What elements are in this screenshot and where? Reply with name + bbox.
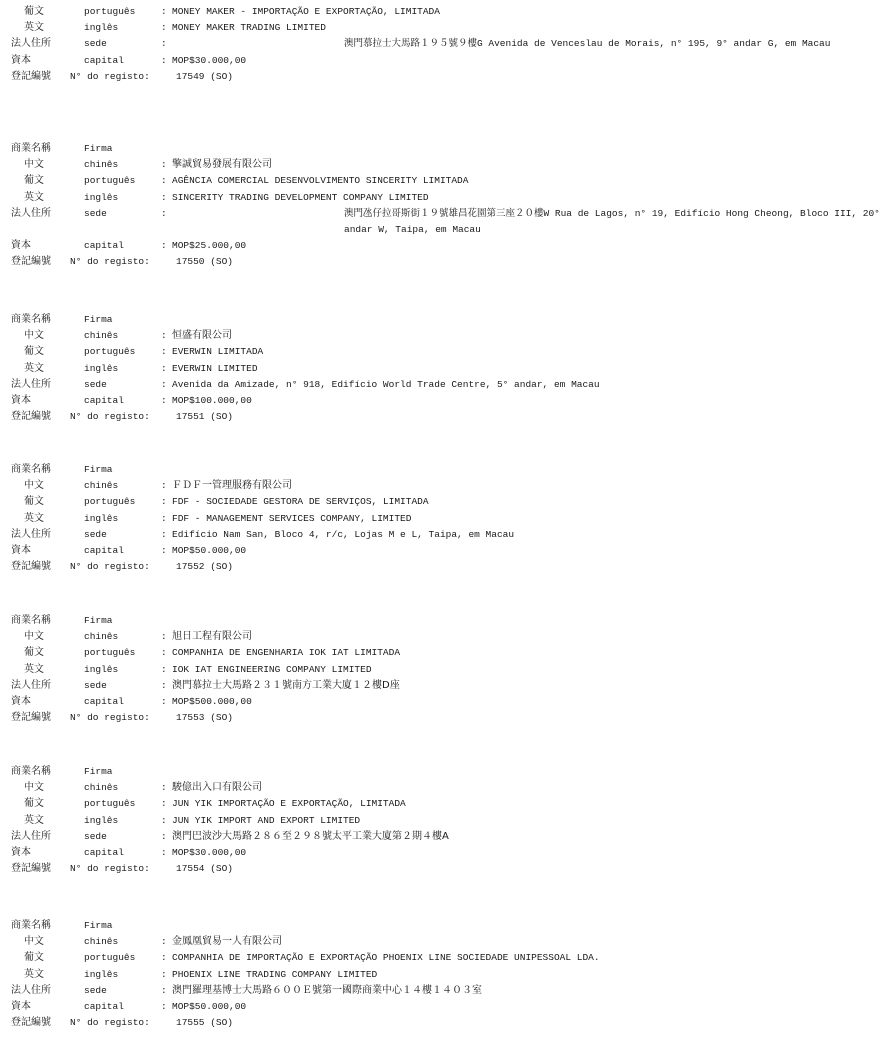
english-label-pt: inglês bbox=[84, 968, 119, 980]
english-label-zh: 英文 bbox=[24, 512, 44, 524]
capital-label-pt: capital bbox=[84, 544, 124, 556]
capital-label-pt: capital bbox=[84, 1000, 124, 1012]
portuguese-name: EVERWIN LIMITADA bbox=[172, 346, 264, 358]
chinese-name: 金鳳凰貿易一人有限公司 bbox=[172, 936, 282, 948]
registo-label-zh: 登記編號 bbox=[11, 561, 51, 573]
chinese-label-zh: 中文 bbox=[24, 631, 44, 643]
colon: : bbox=[161, 6, 167, 17]
registry-entry bbox=[0, 141, 880, 271]
registo-number: 17549 (SO) bbox=[176, 70, 234, 82]
seat-label-pt: sede bbox=[84, 38, 107, 50]
firma-label-zh: 商業名稱 bbox=[11, 464, 51, 475]
english-label-zh: 英文 bbox=[24, 968, 44, 980]
capital-label-zh: 資本 bbox=[11, 54, 31, 66]
portuguese-label-pt: português bbox=[84, 647, 136, 659]
portuguese-row bbox=[0, 796, 726, 812]
chinese-label-zh: 中文 bbox=[24, 480, 44, 492]
portuguese-row bbox=[0, 173, 726, 189]
registry-entry bbox=[0, 764, 726, 877]
english-label-zh: 英文 bbox=[24, 663, 44, 675]
chinese-row bbox=[0, 328, 726, 344]
registo-number: 17554 (SO) bbox=[176, 863, 234, 875]
english-label-pt: inglês bbox=[84, 814, 119, 826]
firma-label-pt: Firma bbox=[84, 766, 113, 777]
colon: : bbox=[161, 782, 167, 794]
colon: : bbox=[161, 378, 167, 390]
registry-entry bbox=[0, 918, 726, 1031]
chinese-name: 恒盛有限公司 bbox=[172, 330, 232, 342]
chinese-row bbox=[0, 629, 726, 645]
seat-row bbox=[0, 377, 726, 393]
chinese-name: 駿億出入口有限公司 bbox=[172, 782, 262, 794]
colon: : bbox=[161, 814, 167, 826]
english-row bbox=[0, 662, 726, 678]
seat-address: 澳門慕拉士大馬路１９５號９樓G Avenida de Venceslau de Morais, n° 195, 9° andar G, em Macau bbox=[344, 38, 831, 50]
portuguese-label-pt: português bbox=[84, 346, 136, 358]
capital-row bbox=[0, 393, 726, 409]
english-label-zh: 英文 bbox=[24, 814, 44, 826]
portuguese-name: JUN YIK IMPORTAÇÃO E EXPORTAÇÃO, LIMITADA bbox=[172, 798, 406, 810]
portuguese-label-zh: 葡文 bbox=[24, 496, 44, 508]
registo-row bbox=[0, 69, 726, 85]
firma-row bbox=[0, 918, 726, 934]
capital-label-zh: 資本 bbox=[11, 1000, 31, 1012]
colon: : bbox=[161, 54, 167, 66]
capital-label-pt: capital bbox=[84, 394, 124, 406]
registo-number: 17552 (SO) bbox=[176, 561, 234, 573]
colon: : bbox=[161, 240, 167, 252]
english-label-zh: 英文 bbox=[24, 22, 44, 34]
registry-entry bbox=[0, 4, 831, 85]
english-label-pt: inglês bbox=[84, 362, 119, 374]
capital-label-zh: 資本 bbox=[11, 846, 31, 858]
seat-label-pt: sede bbox=[84, 984, 107, 996]
capital-label-zh: 資本 bbox=[11, 394, 31, 406]
seat-row bbox=[0, 829, 726, 845]
registo-label-pt: N° do registo: bbox=[70, 256, 150, 268]
firma-label-pt: Firma bbox=[84, 920, 113, 931]
english-name: JUN YIK IMPORT AND EXPORT LIMITED bbox=[172, 814, 361, 826]
colon: : bbox=[161, 544, 167, 556]
capital-amount: MOP$500.000,00 bbox=[172, 695, 252, 707]
english-row bbox=[0, 361, 726, 377]
portuguese-name: AGÊNCIA COMERCIAL DESENVOLVIMENTO SINCERITY LIMITADA bbox=[172, 175, 469, 187]
capital-amount: MOP$50.000,00 bbox=[172, 1000, 247, 1012]
english-name: MONEY MAKER TRADING LIMITED bbox=[172, 22, 326, 34]
chinese-label-pt: chinês bbox=[84, 936, 119, 948]
colon: : bbox=[161, 528, 167, 540]
english-label-pt: inglês bbox=[84, 663, 119, 675]
portuguese-label-pt: português bbox=[84, 496, 136, 508]
firma-label-zh: 商業名稱 bbox=[11, 615, 51, 626]
portuguese-label-pt: português bbox=[84, 952, 136, 964]
seat-label-pt: sede bbox=[84, 207, 107, 219]
colon: : bbox=[161, 1000, 167, 1012]
portuguese-label-zh: 葡文 bbox=[24, 798, 44, 810]
english-name: PHOENIX LINE TRADING COMPANY LIMITED bbox=[172, 968, 378, 980]
capital-label-pt: capital bbox=[84, 846, 124, 858]
english-name: SINCERITY TRADING DEVELOPMENT COMPANY LIMITED bbox=[172, 191, 429, 203]
seat-label-zh: 法人住所 bbox=[11, 830, 51, 842]
registo-label-zh: 登記編號 bbox=[11, 411, 51, 423]
registo-label-pt: N° do registo: bbox=[70, 411, 150, 423]
colon: : bbox=[161, 984, 167, 996]
seat-row bbox=[0, 983, 726, 999]
portuguese-row bbox=[0, 645, 726, 661]
chinese-label-zh: 中文 bbox=[24, 330, 44, 342]
capital-label-zh: 資本 bbox=[11, 240, 31, 252]
english-label-pt: inglês bbox=[84, 191, 119, 203]
seat-address: Avenida da Amizade, n° 918, Edifício World Trade Centre, 5° andar, em Macau bbox=[172, 378, 600, 390]
firma-label-zh: 商業名稱 bbox=[11, 314, 51, 325]
portuguese-row bbox=[0, 344, 726, 360]
portuguese-row bbox=[0, 4, 726, 20]
portuguese-name: MONEY MAKER - IMPORTAÇÃO E EXPORTAÇÃO, LIMITADA bbox=[172, 6, 440, 17]
portuguese-name: COMPANHIA DE ENGENHARIA IOK IAT LIMITADA bbox=[172, 647, 401, 659]
colon: : bbox=[161, 952, 167, 964]
registo-label-zh: 登記編號 bbox=[11, 863, 51, 875]
english-label-pt: inglês bbox=[84, 512, 119, 524]
chinese-row bbox=[0, 780, 726, 796]
chinese-label-zh: 中文 bbox=[24, 159, 44, 171]
english-label-zh: 英文 bbox=[24, 191, 44, 203]
chinese-row bbox=[0, 157, 726, 173]
chinese-name: 擎誠貿易發展有限公司 bbox=[172, 159, 272, 171]
registo-row bbox=[0, 861, 726, 877]
colon: : bbox=[161, 362, 167, 374]
chinese-label-zh: 中文 bbox=[24, 782, 44, 794]
registo-label-pt: N° do registo: bbox=[70, 1017, 150, 1029]
colon: : bbox=[161, 830, 167, 842]
english-label-pt: inglês bbox=[84, 22, 119, 34]
firma-label-pt: Firma bbox=[84, 464, 113, 475]
registo-label-pt: N° do registo: bbox=[70, 863, 150, 875]
portuguese-row bbox=[0, 494, 726, 510]
portuguese-name: COMPANHIA DE IMPORTAÇÃO E EXPORTAÇÃO PHOENIX LINE SOCIEDADE UNIPESSOAL LDA. bbox=[172, 952, 600, 964]
firma-label-zh: 商業名稱 bbox=[11, 766, 51, 777]
colon: : bbox=[161, 798, 167, 810]
portuguese-label-pt: português bbox=[84, 175, 136, 187]
seat-label-pt: sede bbox=[84, 679, 107, 691]
english-name: IOK IAT ENGINEERING COMPANY LIMITED bbox=[172, 663, 372, 675]
capital-amount: MOP$25.000,00 bbox=[172, 240, 247, 252]
registo-number: 17550 (SO) bbox=[176, 256, 234, 268]
seat-address: 澳門羅理基博士大馬路６００Ｅ號第一國際商業中心１４樓１４０３室 bbox=[172, 984, 482, 996]
colon: : bbox=[161, 936, 167, 948]
registry-entry bbox=[0, 312, 726, 425]
english-name: EVERWIN LIMITED bbox=[172, 362, 258, 374]
seat-label-zh: 法人住所 bbox=[11, 528, 51, 540]
portuguese-label-zh: 葡文 bbox=[24, 952, 44, 964]
capital-row bbox=[0, 694, 726, 710]
firma-row bbox=[0, 141, 726, 157]
registo-row bbox=[0, 710, 726, 726]
capital-amount: MOP$30.000,00 bbox=[172, 846, 247, 858]
chinese-name: 旭日工程有限公司 bbox=[172, 631, 252, 643]
colon: : bbox=[161, 38, 167, 50]
seat-row bbox=[0, 527, 726, 543]
registo-label-zh: 登記編號 bbox=[11, 70, 51, 82]
seat-label-zh: 法人住所 bbox=[11, 378, 51, 390]
english-row bbox=[0, 511, 726, 527]
seat-label-zh: 法人住所 bbox=[11, 679, 51, 691]
chinese-name: ＦＤＦ一管理服務有限公司 bbox=[172, 480, 292, 492]
chinese-row bbox=[0, 934, 726, 950]
registo-row bbox=[0, 409, 726, 425]
portuguese-label-pt: português bbox=[84, 6, 136, 17]
seat-label-pt: sede bbox=[84, 830, 107, 842]
capital-label-pt: capital bbox=[84, 695, 124, 707]
colon: : bbox=[161, 663, 167, 675]
colon: : bbox=[161, 496, 167, 508]
seat-label-zh: 法人住所 bbox=[11, 38, 51, 50]
portuguese-label-zh: 葡文 bbox=[24, 647, 44, 659]
english-row bbox=[0, 20, 726, 36]
registo-label-pt: N° do registo: bbox=[70, 712, 150, 724]
colon: : bbox=[161, 480, 167, 492]
portuguese-name: FDF - SOCIEDADE GESTORA DE SERVIÇOS, LIMITADA bbox=[172, 496, 429, 508]
capital-row bbox=[0, 845, 726, 861]
seat-row bbox=[0, 206, 880, 238]
colon: : bbox=[161, 631, 167, 643]
capital-label-pt: capital bbox=[84, 54, 124, 66]
portuguese-row bbox=[0, 950, 726, 966]
firma-row bbox=[0, 613, 726, 629]
english-label-zh: 英文 bbox=[24, 362, 44, 374]
colon: : bbox=[161, 159, 167, 171]
colon: : bbox=[161, 647, 167, 659]
firma-label-zh: 商業名稱 bbox=[11, 920, 51, 931]
capital-row bbox=[0, 238, 726, 254]
capital-amount: MOP$50.000,00 bbox=[172, 544, 247, 556]
firma-row bbox=[0, 462, 726, 478]
registo-label-zh: 登記編號 bbox=[11, 1017, 51, 1029]
seat-address: 澳門巴波沙大馬路２８６至２９８號太平工業大廈第２期４樓A bbox=[172, 830, 449, 842]
firma-label-pt: Firma bbox=[84, 143, 113, 154]
capital-amount: MOP$30.000,00 bbox=[172, 54, 247, 66]
colon: : bbox=[161, 191, 167, 203]
firma-label-zh: 商業名稱 bbox=[11, 143, 51, 154]
registo-number: 17551 (SO) bbox=[176, 411, 234, 423]
capital-row bbox=[0, 999, 726, 1015]
colon: : bbox=[161, 22, 167, 34]
seat-row bbox=[0, 678, 726, 694]
firma-row bbox=[0, 312, 726, 328]
colon: : bbox=[161, 346, 167, 358]
capital-amount: MOP$100.000,00 bbox=[172, 394, 252, 406]
capital-label-pt: capital bbox=[84, 240, 124, 252]
chinese-label-zh: 中文 bbox=[24, 936, 44, 948]
chinese-label-pt: chinês bbox=[84, 480, 119, 492]
registo-row bbox=[0, 1015, 726, 1031]
english-name: FDF - MANAGEMENT SERVICES COMPANY, LIMITED bbox=[172, 512, 412, 524]
english-row bbox=[0, 967, 726, 983]
colon: : bbox=[161, 394, 167, 406]
firma-label-pt: Firma bbox=[84, 314, 113, 325]
seat-label-pt: sede bbox=[84, 528, 107, 540]
registo-number: 17555 (SO) bbox=[176, 1017, 234, 1029]
firma-label-pt: Firma bbox=[84, 615, 113, 626]
registo-label-pt: N° do registo: bbox=[70, 70, 150, 82]
registo-number: 17553 (SO) bbox=[176, 712, 234, 724]
colon: : bbox=[161, 968, 167, 980]
chinese-label-pt: chinês bbox=[84, 159, 119, 171]
colon: : bbox=[161, 175, 167, 187]
registry-entry bbox=[0, 613, 726, 726]
seat-address: 澳門慕拉士大馬路２３１號南方工業大廈１２樓D座 bbox=[172, 679, 400, 691]
capital-label-zh: 資本 bbox=[11, 695, 31, 707]
seat-label-pt: sede bbox=[84, 378, 107, 390]
capital-row bbox=[0, 543, 726, 559]
seat-address: Edifício Nam San, Bloco 4, r/c, Lojas M e L, Taipa, em Macau bbox=[172, 528, 515, 540]
chinese-label-pt: chinês bbox=[84, 631, 119, 643]
seat-address: 澳門氹仔拉哥斯街１９號雄昌花園第三座２０樓W Rua de Lagos, n° 19, Edifício Hong Cheong, Bloco III, 20° andar W, Taipa, em Macau bbox=[344, 207, 880, 235]
registo-label-pt: N° do registo: bbox=[70, 561, 150, 573]
english-row bbox=[0, 813, 726, 829]
portuguese-label-zh: 葡文 bbox=[24, 346, 44, 358]
colon: : bbox=[161, 207, 167, 219]
registo-row bbox=[0, 559, 726, 575]
english-row bbox=[0, 190, 726, 206]
colon: : bbox=[161, 695, 167, 707]
firma-row bbox=[0, 764, 726, 780]
seat-label-zh: 法人住所 bbox=[11, 984, 51, 996]
chinese-label-pt: chinês bbox=[84, 330, 119, 342]
registo-label-zh: 登記編號 bbox=[11, 712, 51, 724]
chinese-row bbox=[0, 478, 726, 494]
capital-row bbox=[0, 53, 726, 69]
portuguese-label-zh: 葡文 bbox=[24, 6, 44, 17]
colon: : bbox=[161, 330, 167, 342]
capital-label-zh: 資本 bbox=[11, 544, 31, 556]
seat-row bbox=[0, 36, 831, 52]
colon: : bbox=[161, 846, 167, 858]
colon: : bbox=[161, 512, 167, 524]
chinese-label-pt: chinês bbox=[84, 782, 119, 794]
colon: : bbox=[161, 679, 167, 691]
seat-label-zh: 法人住所 bbox=[11, 207, 51, 219]
registry-entry bbox=[0, 462, 726, 575]
registo-row bbox=[0, 254, 726, 270]
registo-label-zh: 登記編號 bbox=[11, 256, 51, 268]
portuguese-label-zh: 葡文 bbox=[24, 175, 44, 187]
portuguese-label-pt: português bbox=[84, 798, 136, 810]
